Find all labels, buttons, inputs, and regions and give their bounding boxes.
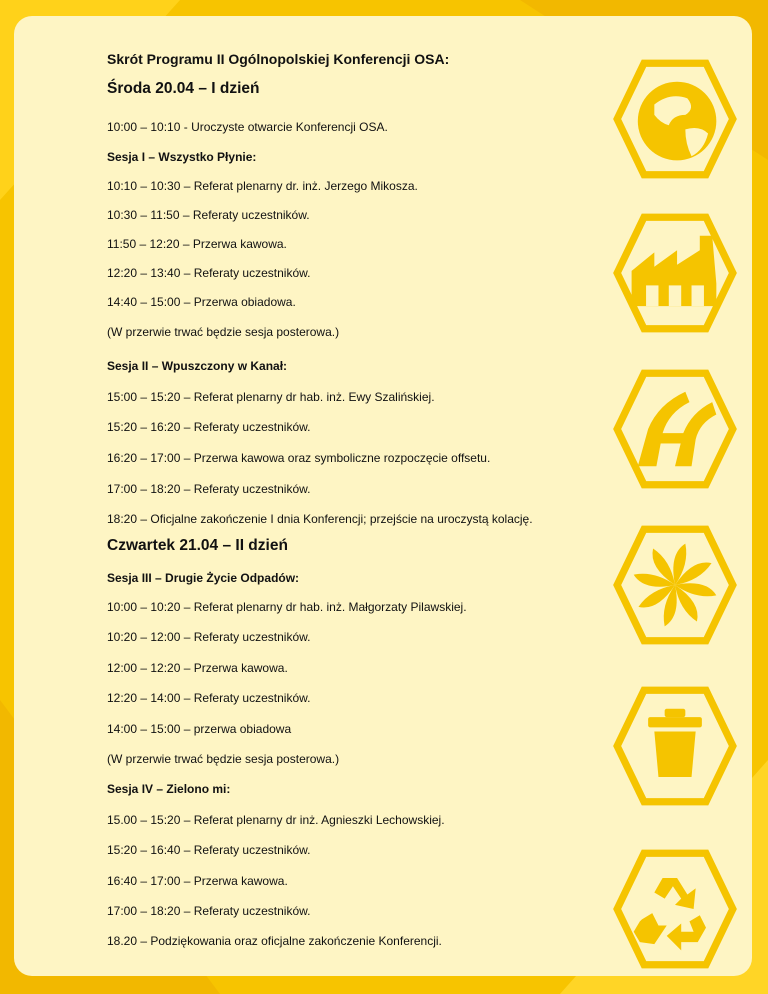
program-item: 10:20 – 12:00 – Referaty uczestników. <box>107 630 311 644</box>
program-item: 15:00 – 15:20 – Referat plenarny dr hab. inż. Ewy Szalińskiej. <box>107 390 435 404</box>
program-item: 10:30 – 11:50 – Referaty uczestników. <box>107 208 310 222</box>
program-item: 16:40 – 17:00 – Przerwa kawowa. <box>107 874 288 888</box>
program-item: 12:20 – 14:00 – Referaty uczestników. <box>107 691 311 705</box>
fan-icon <box>613 523 737 647</box>
program-item: 10:10 – 10:30 – Referat plenarny dr. inż. Jerzego Mikosza. <box>107 179 418 193</box>
program-item: 14:40 – 15:00 – Przerwa obiadowa. <box>107 295 296 309</box>
session-heading: Sesja III – Drugie Życie Odpadów: <box>107 571 300 585</box>
recycle-icon <box>613 847 737 971</box>
day1-heading: Środa 20.04 – I dzień <box>107 80 260 97</box>
program-item: 15.00 – 15:20 – Referat plenarny dr inż. Agnieszki Lechowskiej. <box>107 813 445 827</box>
program-item: 10:00 – 10:10 - Uroczyste otwarcie Konferencji OSA. <box>107 120 388 134</box>
program-item: (W przerwie trwać będzie sesja posterowa.) <box>107 325 340 339</box>
program-item: 14:00 – 15:00 – przerwa obiadowa <box>107 722 292 736</box>
water-channel-icon <box>613 367 737 491</box>
program-item: 15:20 – 16:40 – Referaty uczestników. <box>107 843 311 857</box>
globe-icon <box>613 57 737 181</box>
day2-heading: Czwartek 21.04 – II dzień <box>107 537 288 554</box>
program-item: 16:20 – 17:00 – Przerwa kawowa oraz symboliczne rozpoczęcie offsetu. <box>107 451 491 465</box>
program-item: 18:20 – Oficjalne zakończenie I dnia Konferencji; przejście na uroczystą kolację. <box>107 512 533 526</box>
program-item: 10:00 – 10:20 – Referat plenarny dr hab. inż. Małgorzaty Pilawskiej. <box>107 600 467 614</box>
session-heading: Sesja IV – Zielono mi: <box>107 782 231 796</box>
program-item: 18.20 – Podziękowania oraz oficjalne zakończenie Konferencji. <box>107 934 442 948</box>
program-item: 17:00 – 18:20 – Referaty uczestników. <box>107 904 311 918</box>
program-item: 11:50 – 12:20 – Przerwa kawowa. <box>107 237 287 251</box>
program-item: 17:00 – 18:20 – Referaty uczestników. <box>107 482 311 496</box>
document-title: Skrót Programu II Ogólnopolskiej Konferencji OSA: <box>107 51 450 67</box>
trash-bin-icon <box>613 684 737 808</box>
session-heading: Sesja I – Wszystko Płynie: <box>107 150 257 164</box>
program-item: 12:00 – 12:20 – Przerwa kawowa. <box>107 661 288 675</box>
factory-icon <box>613 211 737 335</box>
program-item: 15:20 – 16:20 – Referaty uczestników. <box>107 420 311 434</box>
program-item: (W przerwie trwać będzie sesja posterowa.) <box>107 752 340 766</box>
program-item: 12:20 – 13:40 – Referaty uczestników. <box>107 266 311 280</box>
session-heading: Sesja II – Wpuszczony w Kanał: <box>107 359 288 373</box>
